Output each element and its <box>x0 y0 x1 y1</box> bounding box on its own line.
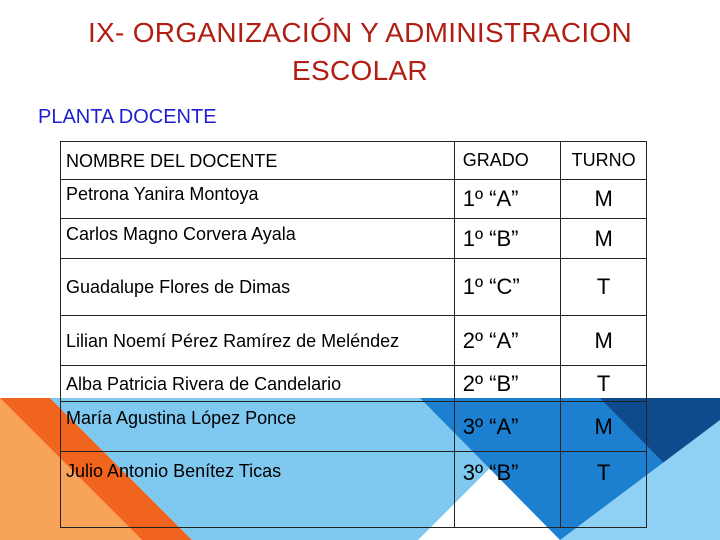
title-line-2: ESCOLAR <box>292 55 428 86</box>
cell-turno: T <box>561 452 647 528</box>
table-row <box>61 219 647 259</box>
table-row <box>61 180 647 219</box>
cell-grade: 3º “B” <box>454 452 560 528</box>
page-title <box>0 14 720 90</box>
title-line-1: IX- ORGANIZACIÓN Y ADMINISTRACION <box>87 17 633 48</box>
table-row <box>61 402 647 452</box>
cell-grade: 2º “A” <box>454 316 560 366</box>
teachers-table <box>60 141 647 528</box>
table-row <box>61 316 647 366</box>
cell-name: Lilian Noemí Pérez Ramírez de Meléndez <box>61 316 455 366</box>
table-row <box>61 452 647 528</box>
cell-turno: M <box>561 180 647 219</box>
table-row <box>61 366 647 402</box>
cell-turno: T <box>561 259 647 316</box>
header-grade: GRADO <box>454 142 560 180</box>
cell-turno: M <box>561 402 647 452</box>
cell-grade: 2º “B” <box>454 366 560 402</box>
cell-grade: 3º “A” <box>454 402 560 452</box>
cell-grade: 1º “B” <box>454 219 560 259</box>
cell-grade: 1º “A” <box>454 180 560 219</box>
table-header-row <box>61 142 647 180</box>
cell-name: Petrona Yanira Montoya <box>61 180 455 219</box>
header-turno: TURNO <box>561 142 647 180</box>
cell-turno: M <box>561 219 647 259</box>
header-name: NOMBRE DEL DOCENTE <box>61 142 455 180</box>
cell-turno: M <box>561 316 647 366</box>
table-row <box>61 259 647 316</box>
cell-name: Carlos Magno Corvera Ayala <box>61 219 455 259</box>
cell-name: Guadalupe Flores de Dimas <box>61 259 455 316</box>
cell-name: María Agustina López Ponce <box>61 402 455 452</box>
cell-turno: T <box>561 366 647 402</box>
cell-name: Alba Patricia Rivera de Candelario <box>61 366 455 402</box>
cell-grade: 1º “C” <box>454 259 560 316</box>
cell-name: Julio Antonio Benítez Ticas <box>61 452 455 528</box>
section-subtitle: PLANTA DOCENTE <box>38 106 217 128</box>
